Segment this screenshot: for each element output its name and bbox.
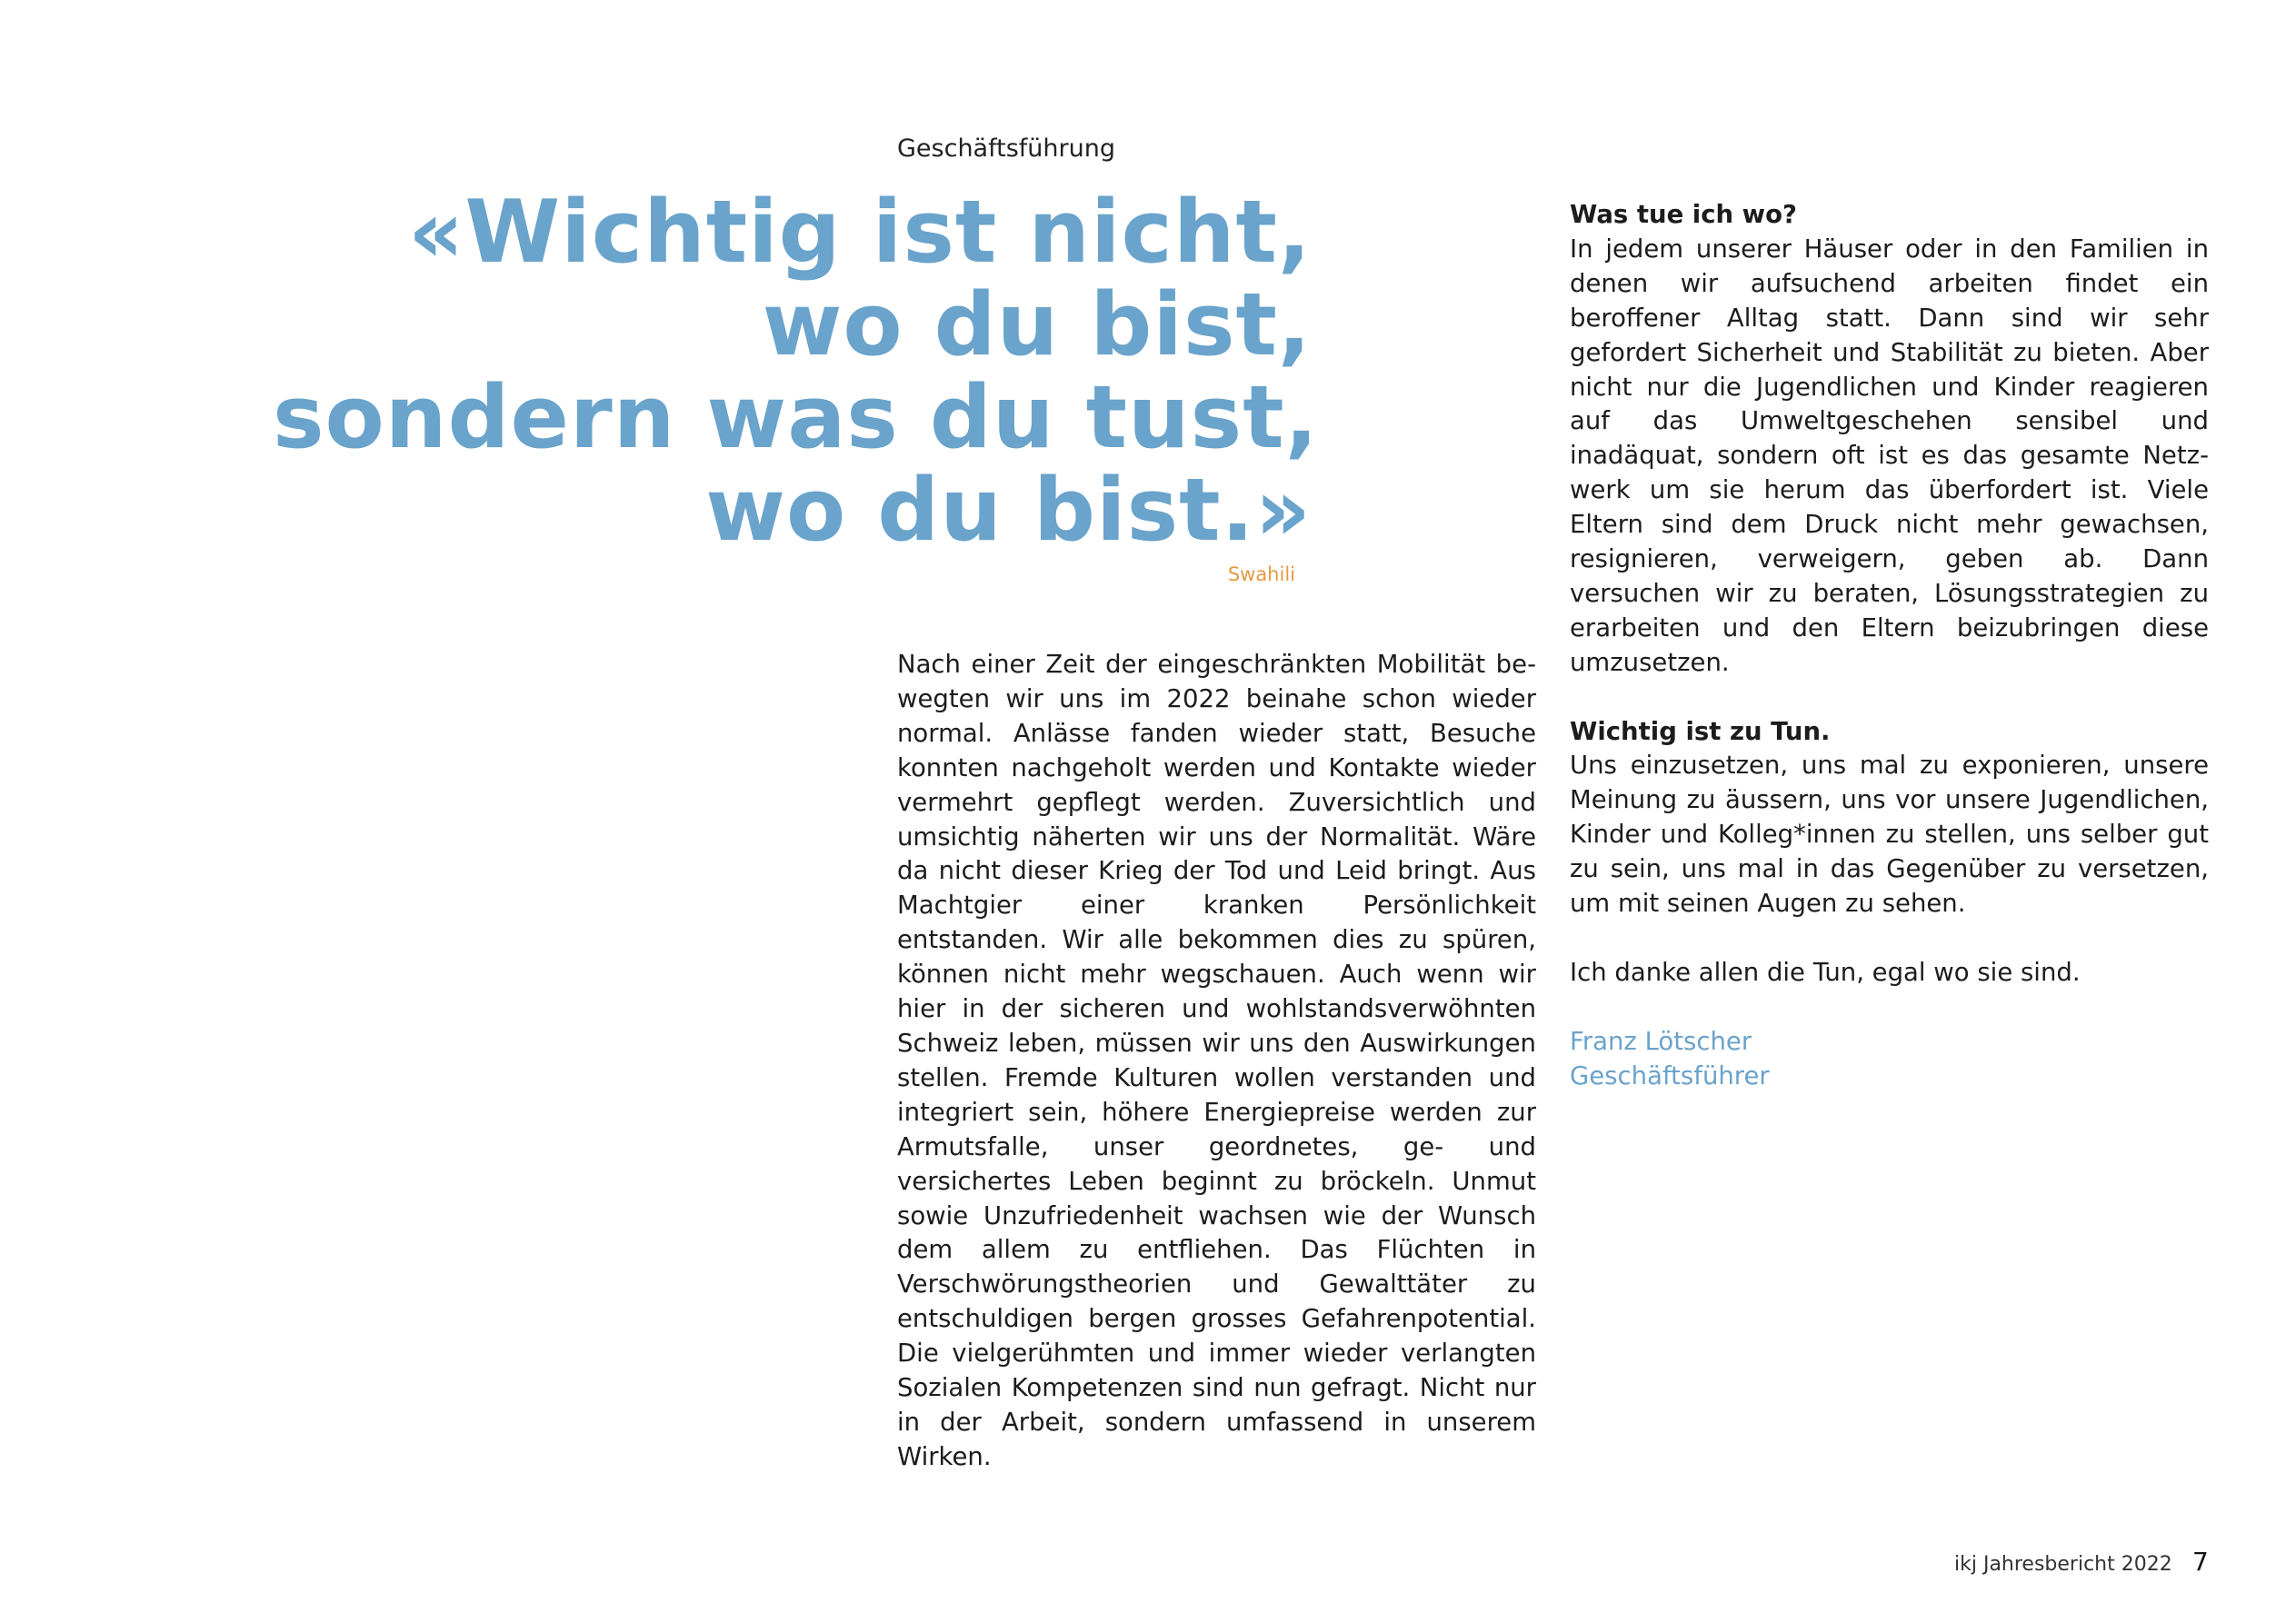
signature-name: Franz Lötscher [1570, 1026, 1752, 1056]
closing-paragraph: Ich danke allen die Tun, egal wo sie sind. [1570, 957, 2081, 987]
quote-line: «Wichtig ist nicht, [408, 183, 1312, 283]
body-paragraph: Uns einzusetzen, uns mal zu exponieren, unsere Meinung zu äussern, uns vor unsere Jugendlichen, Kinder und Kolleg*innen zu stellen, uns selber gut zu sein, uns mal in das Gegenüber zu versetzen, um mit seinen Augen zu sehen. [1570, 751, 2209, 919]
page-number: 7 [2192, 1547, 2209, 1577]
quote-source: Swahili [1227, 563, 1295, 585]
pull-quote [273, 183, 1319, 561]
section-heading-was-tue-ich-wo: Was tue ich wo? [1570, 200, 1797, 229]
section-label: Geschäftsführung [897, 134, 1115, 163]
body-column-right [1570, 198, 2209, 1094]
body-paragraph: Nach einer Zeit der eingeschränkten Mobilität bewegten wir uns im 2022 beinahe schon wieder normal. Anlässe fanden wieder statt, Besuche konnten nachgeholt werden und Kontakte wieder vermehrt gepflegt werden. Zuversichtlich und umsichtig näherten wir uns der Normalität. Wäre da nicht dieser Krieg der Tod und Leid bringt. Aus Machtgier einer kranken Persönlichkeit entstanden. Wir alle bekommen dies zu spüren, können nicht mehr wegschauen. Auch wenn wir hier in der sicheren und wohlstandsverwöhnten Schweiz leben, müssen wir uns den Auswirkungen stellen. Fremde Kulturen wollen verstanden und integriert sein, höhere Energiepreise werden zur Armutsfalle, unser geordnetes, ge- und versichertes Leben beginnt zu bröckeln. Unmut sowie Unzufriedenheit wachsen wie der Wunsch dem allem zu entfliehen. Das Flüchten in Verschwörungstheorien und Gewalttäter zu entschuldigen bergen grosses Gefahrenpotential. Die vielgerühmten und immer wieder verlangten Sozialen Kompetenzen sind nun gefragt. Nicht nur in der Arbeit, sondern umfassend in unserem Wirken. [897, 650, 1536, 1471]
footer-publication-title: ikj Jahresbericht 2022 [1954, 1553, 2172, 1576]
body-paragraph: In jedem unserer Häuser oder in den Familien in denen wir aufsuchend arbeiten findet ein beroffener Alltag statt. Dann sind wir sehr gefordert Sicherheit und Stabilität zu bieten. Aber nicht nur die Jugendlichen und Kinder reagieren auf das Umweltgeschehen sensibel und inadäquat, sondern oft ist es das gesamte Netzwerk um sie herum das überfordert ist. Viele Eltern sind dem Druck nicht mehr gewachsen, resignieren, verweigern, geben ab. Dann versuchen wir zu beraten, Lösungsstrategien zu erarbeiten und den Eltern beizubringen diese umzusetzen. [1570, 234, 2209, 677]
body-column-middle [897, 648, 1536, 1475]
quote-line: wo du bist, [762, 275, 1312, 375]
signature-title: Geschäftsführer [1570, 1060, 1770, 1090]
quote-line: wo du bist.» [705, 461, 1312, 561]
quote-line: sondern was du tust, [273, 368, 1319, 468]
section-heading-wichtig-ist-zu-tun: Wichtig ist zu Tun. [1570, 716, 1831, 746]
